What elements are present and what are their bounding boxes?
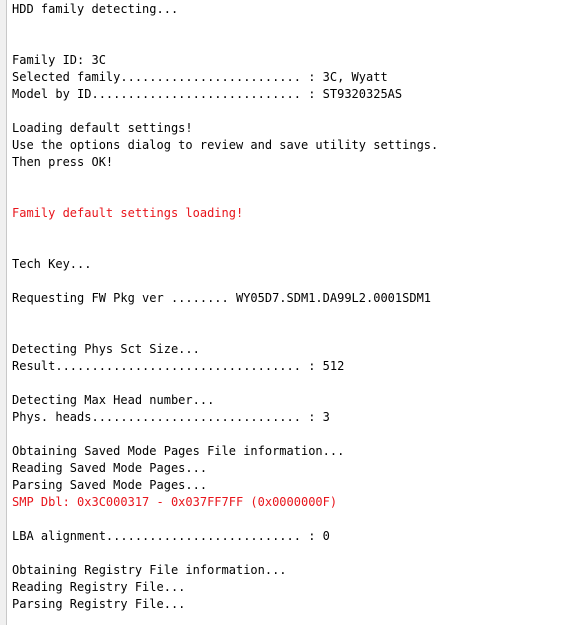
log-line: HDD family detecting... bbox=[12, 2, 179, 16]
log-blank-line bbox=[12, 545, 557, 562]
log-blank-line bbox=[12, 324, 557, 341]
log-blank-line bbox=[12, 375, 557, 392]
log-line: Family ID: 3C bbox=[12, 53, 106, 67]
left-gutter bbox=[0, 0, 7, 625]
log-line: LBA alignment........................... : 0 bbox=[12, 529, 330, 543]
log-line: Use the options dialog to review and save utility settings. bbox=[12, 138, 439, 152]
log-blank-line bbox=[12, 273, 557, 290]
log-line: Requesting FW Pkg ver ........ WY05D7.SDM1.DA99L2.0001SDM1 bbox=[12, 291, 432, 305]
log-line: Result.................................. : 512 bbox=[12, 359, 345, 373]
log-line: Selected family......................... : 3C, Wyatt bbox=[12, 70, 388, 84]
log-line: Then press OK! bbox=[12, 155, 114, 169]
log-line: Obtaining Registry File information... bbox=[12, 563, 287, 577]
log-blank-line bbox=[12, 18, 557, 35]
log-blank-line bbox=[12, 239, 557, 256]
log-blank-line bbox=[12, 307, 557, 324]
log-line: Phys. heads............................. : 3 bbox=[12, 410, 330, 424]
log-blank-line bbox=[12, 35, 557, 52]
log-blank-line bbox=[12, 103, 557, 120]
log-blank-line bbox=[12, 188, 557, 205]
log-line: Model by ID............................. : ST9320325AS bbox=[12, 87, 403, 101]
log-line: Detecting Phys Sct Size... bbox=[12, 342, 200, 356]
log-line: Reading Saved Mode Pages... bbox=[12, 461, 208, 475]
log-line: Reading Registry File... bbox=[12, 580, 186, 594]
log-line: SMP Dbl: 0x3C000317 - 0x037FF7FF (0x0000000F) bbox=[12, 495, 338, 509]
log-line: Parsing Saved Mode Pages... bbox=[12, 478, 208, 492]
log-line: Parsing Registry File... bbox=[12, 597, 186, 611]
log-line: Family default settings loading! bbox=[12, 206, 244, 220]
log-output[interactable] bbox=[12, 1, 557, 625]
log-line: Obtaining Saved Mode Pages File information... bbox=[12, 444, 345, 458]
log-blank-line bbox=[12, 511, 557, 528]
log-blank-line bbox=[12, 426, 557, 443]
log-line: Tech Key... bbox=[12, 257, 92, 271]
log-blank-line bbox=[12, 171, 557, 188]
log-line: Loading default settings! bbox=[12, 121, 193, 135]
log-line: Detecting Max Head number... bbox=[12, 393, 215, 407]
log-blank-line bbox=[12, 222, 557, 239]
